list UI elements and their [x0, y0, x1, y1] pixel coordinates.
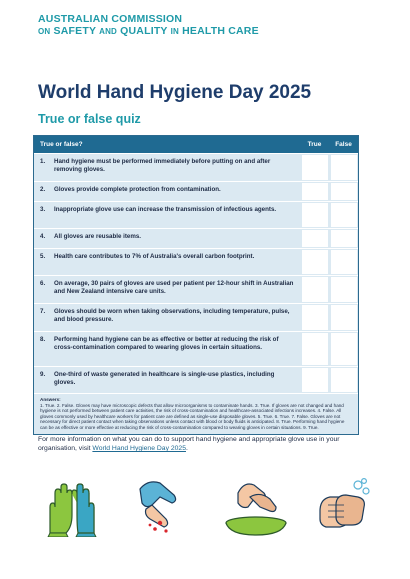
more-info-end: . [185, 445, 188, 452]
quiz-row [34, 153, 358, 181]
true-answer-box[interactable] [302, 368, 328, 392]
question-number: 2. [40, 186, 46, 193]
quiz-row [34, 181, 358, 201]
question-text: Inappropriate glove use can increase the transmission of infectious agents. [54, 206, 277, 213]
quiz-table [33, 135, 359, 435]
hand-washing-basin-icon [220, 475, 290, 537]
glove-removal-icon [130, 475, 190, 537]
false-answer-box[interactable] [331, 155, 357, 180]
question-cell [34, 249, 300, 275]
quiz-row [34, 201, 358, 228]
quiz-rows [34, 153, 358, 393]
page-title: World Hand Hygiene Day 2025 [38, 82, 312, 103]
question-text: One-third of waste generated in healthcare is single-use plastics, including gloves. [54, 371, 275, 386]
quiz-row [34, 331, 358, 366]
question-number: 6. [40, 280, 46, 287]
quiz-row [34, 303, 358, 331]
question-text: Gloves provide complete protection from contamination. [54, 186, 221, 193]
question-number: 9. [40, 371, 46, 378]
gloved-hands-icon [42, 475, 102, 537]
page-subtitle: True or false quiz [38, 112, 141, 126]
false-answer-box[interactable] [331, 277, 357, 302]
question-text: On average, 30 pairs of gloves are used per patient per 12-hour shift in Australian and New Zealand intensive care units. [54, 280, 294, 295]
true-answer-box[interactable] [302, 203, 328, 227]
true-answer-box[interactable] [302, 333, 328, 365]
quiz-row [34, 366, 358, 393]
question-number: 7. [40, 308, 46, 315]
question-text: All gloves are reusable items. [54, 233, 142, 240]
true-answer-box[interactable] [302, 230, 328, 247]
question-number: 4. [40, 233, 46, 240]
quiz-header [34, 136, 358, 153]
illustration-strip [38, 475, 378, 565]
false-answer-box[interactable] [331, 305, 357, 330]
true-answer-box[interactable] [302, 277, 328, 302]
org-line-1: AUSTRALIAN COMMISSION [38, 13, 183, 25]
quiz-row [34, 248, 358, 275]
false-answer-box[interactable] [331, 230, 357, 247]
quiz-row [34, 275, 358, 303]
false-column-header: False [335, 141, 352, 148]
answers-label: Answers: [40, 397, 61, 402]
hand-rub-icon [314, 475, 374, 537]
false-answer-box[interactable] [331, 183, 357, 200]
organisation-logo [38, 13, 259, 38]
question-cell [34, 367, 300, 393]
question-cell [34, 276, 300, 303]
true-answer-box[interactable] [302, 183, 328, 200]
false-answer-box[interactable] [331, 203, 357, 227]
more-info-link[interactable]: World Hand Hygiene Day 2025 [92, 445, 186, 452]
true-column-header: True [307, 141, 322, 148]
question-cell [34, 154, 300, 181]
question-cell [34, 304, 300, 331]
question-cell [34, 202, 300, 228]
true-answer-box[interactable] [302, 155, 328, 180]
question-number: 8. [40, 336, 46, 343]
more-info-text: For more information on what you can do to support hand hygiene and appropriate glove use in your organisation, visit [38, 436, 340, 452]
question-text: Hand hygiene must be performed immediately before putting on and after removing gloves. [54, 158, 271, 173]
answers-block [34, 393, 358, 434]
question-number: 1. [40, 158, 46, 165]
question-number: 3. [40, 206, 46, 213]
false-answer-box[interactable] [331, 368, 357, 392]
false-answer-box[interactable] [331, 250, 357, 274]
question-number: 5. [40, 253, 46, 260]
question-cell [34, 182, 300, 201]
quiz-row [34, 228, 358, 248]
question-text: Performing hand hygiene can be as effective or better at reducing the risk of cross-contamination compared to wearing gloves in certain situations. [54, 336, 279, 351]
question-cell [34, 332, 300, 366]
false-answer-box[interactable] [331, 333, 357, 365]
true-answer-box[interactable] [302, 250, 328, 274]
question-text: Health care contributes to 7% of Australia's overall carbon footprint. [54, 253, 255, 260]
answers-text: 1. True. 2. False. Gloves may have microscopic defects that allow microorganisms to contaminate hands. 3. True. If gloves are not changed and hand hygiene is not performed between patient care activities, the risk of cross-contamination and healthcare-associated infections increases. 4. False. All gloves commonly used by healthcare workers for patient care are defined as single-use disposable gloves. 5. True. 6. True. 7. False. Gloves are not necessary for direct patient contact when taking observations unless contact with blood or body fluids is anticipated. 8. True. Performing hand hygiene can be as effective or more effective at reducing the risk of cross-contamination compared to wearing gloves in certain situations. 9. True. [40, 402, 345, 430]
question-column-header: True or false? [40, 141, 83, 148]
question-text: Gloves should be worn when taking observations, including temperature, pulse, and blood pressure. [54, 308, 290, 323]
org-line-2: ON SAFETY AND QUALITY IN HEALTH CARE [38, 25, 259, 37]
question-cell [34, 229, 300, 248]
more-info [38, 435, 378, 453]
true-answer-box[interactable] [302, 305, 328, 330]
